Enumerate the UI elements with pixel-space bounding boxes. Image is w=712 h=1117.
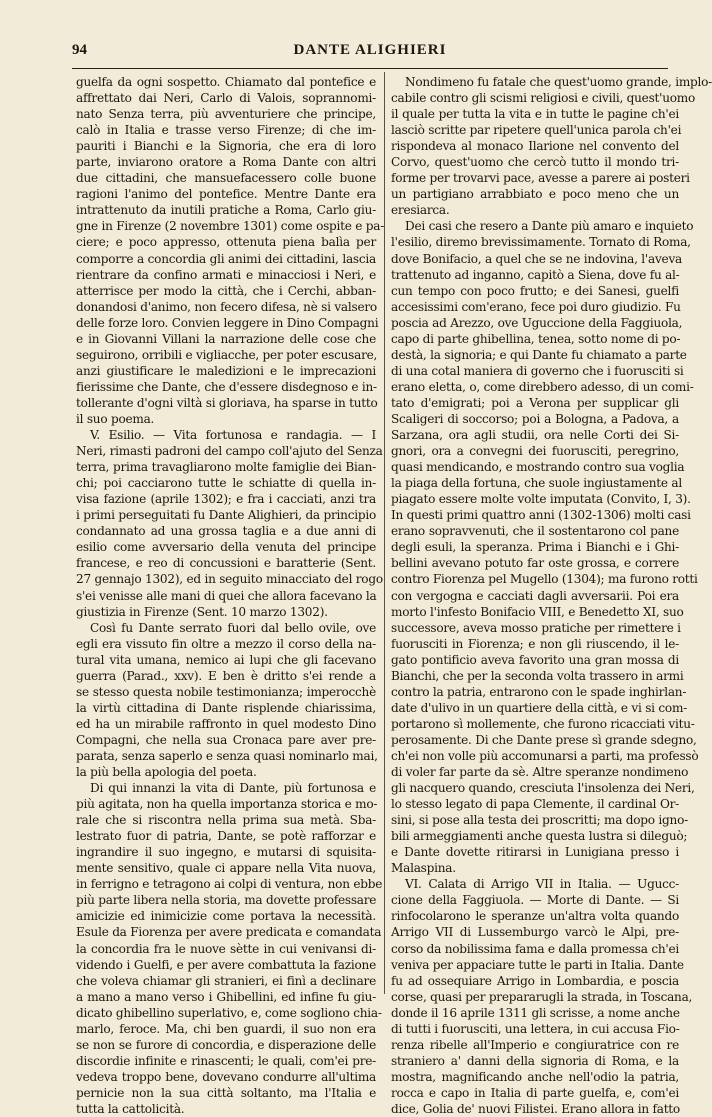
text-line: gato pontificio aveva favorito una gran mossa di <box>391 652 679 667</box>
text-line: Neri, rimasti padroni del campo coll'ajuto del Senza <box>76 444 383 459</box>
text-line: a mano a mano verso i Ghibellini, ed infine fu giu- <box>76 989 376 1004</box>
text-line: sini, si pose alla testa dei proscritti; ma dopo igno- <box>391 813 688 828</box>
text-line: terra, prima travagliarono molte famiglie dei Bian- <box>76 460 376 475</box>
header-rule <box>72 68 668 69</box>
text-line: corse, quasi per prepararugli la strada, in Toscana, <box>391 989 693 1004</box>
text-line: straniero a' danni della signoria di Roma, e la <box>391 1053 679 1068</box>
text-line: 27 gennajo 1302), ed in seguito minacciato del rogo <box>76 572 383 587</box>
text-line: delle forze loro. Convien leggere in Dino Compagni <box>76 315 379 330</box>
text-line: bellini avevano potuto far oste grossa, e correre <box>391 556 679 571</box>
text-line: piagato essere molte volte imputata (Convito, I, 3). <box>391 492 691 507</box>
text-line: due cittadini, che mansuefacessero colle buone <box>76 171 376 186</box>
text-line: contro la patria, entrarono con le spade inghirlan- <box>391 684 687 699</box>
text-line: mostra, magnificando anche nell'odio la patria, <box>391 1069 679 1084</box>
text-line: accesissimi com'erano, fece poi duro giudizio. Fu <box>391 299 681 314</box>
text-line: rientrare da confino armati e minacciosi i Neri, e <box>76 267 376 282</box>
text-line: rinfocolarono le speranze un'altra volta quando <box>391 909 679 924</box>
text-line: donandosi d'animo, non fecero difesa, nè si valsero <box>76 299 377 314</box>
text-line: cione della Faggiuola. — Morte di Dante. — Si <box>391 893 679 908</box>
text-line: di una cotal maniera di governo che i fuorusciti si <box>391 363 684 378</box>
text-line: Sarzana, ora agli studii, ora nelle Corti dei Si- <box>391 428 679 443</box>
text-line: tutta la cattolicità. <box>76 1102 185 1116</box>
text-line: Dei casi che resero a Dante più amaro e inquieto <box>405 219 694 234</box>
text-line: più parte libera nella storia, ma dovette professare <box>76 893 377 908</box>
text-line: fu ad ossequiare Arrigo in Lombardia, e poscia <box>391 973 679 988</box>
text-line: fuorusciti in Fiorenza; e non gli riuscendo, il le- <box>391 636 679 651</box>
text-line: i primi perseguitati fu Dante Alighieri, da principio <box>76 508 376 523</box>
text-line: successore, aveva mosso pratiche per rimettere i <box>391 620 681 635</box>
text-line: Scaligeri di soccorso; poi a Bologna, a Padova, a <box>391 411 679 426</box>
text-line: ed ha un mirabile raffronto in quel modesto Dino <box>76 716 376 731</box>
text-line: erano eletta, o, come direbbero adesso, di un comi- <box>391 379 694 394</box>
text-line: ragioni l'animo del pontefice. Mentre Dante era <box>76 187 376 202</box>
text-line: bili armeggiamenti anche questa lustra si dileguò; <box>391 829 688 844</box>
text-line: visa fazione (aprile 1302); e fra i cacciati, anzi tra <box>76 492 376 507</box>
text-line: renza ribelle all'Imperio e congiuratrice con re <box>391 1037 679 1052</box>
text-line: rispondeva al monaco Ilarione nel convento del <box>391 139 679 154</box>
left-column <box>76 74 385 1116</box>
text-line: Arrigo VII di Lussemburgo varcò le Alpi, pre- <box>391 925 679 940</box>
text-line: più agitata, non ha quella importanza storica e mo- <box>76 797 378 812</box>
text-line: la più bella apologia del poeta. <box>76 765 257 780</box>
text-line: atterrisce per modo la città, che i Cerchi, abban- <box>76 283 376 298</box>
text-line: che voleva chiamar gli stranieri, ei finì a declinare <box>76 973 376 988</box>
text-line: di voler far parte da sè. Altre speranze nondimeno <box>391 765 689 780</box>
text-line: Corvo, quest'uomo che cercò tutto il mondo tri- <box>391 155 679 170</box>
right-column <box>391 74 712 1116</box>
text-line: quasi mendicando, e mostrando contro sua voglia <box>391 460 685 475</box>
text-line: in ferrigno e tetragono ai colpi di ventura, non ebbe <box>76 877 383 892</box>
text-line: guerra (Parad., xxv). E ben è dritto s'ei rende a <box>76 668 376 683</box>
text-line: eresiarca. <box>391 203 450 218</box>
text-line: intrattenuto da inutili pratiche a Roma, Carlo giu- <box>76 203 376 218</box>
text-line: un partigiano arrabbiato e poco meno che un <box>391 187 679 202</box>
text-line: lasciò scritte par ripetere quell'unica parola ch'ei <box>391 123 682 138</box>
text-line: francese, e reo di concussioni e baratterie (Sent. <box>76 556 376 571</box>
text-line: parte, inviarono oratore a Roma Dante con altri <box>76 155 376 170</box>
text-line: egli era vissuto fin oltre a mezzo il corso della na- <box>76 636 376 651</box>
text-line: s'ei venisse alle mani di quei che allora facevano la <box>76 588 377 603</box>
running-title: DANTE ALIGHIERI <box>293 42 447 58</box>
text-line: contro Fiorenza pel Mugello (1304); ma furono rotti <box>391 572 698 587</box>
text-line: dove Bonifacio, a quel che se ne indovina, l'aveva <box>391 251 682 266</box>
text-line: di tutti i fuorusciti, una lettera, in cui accusa Fio- <box>391 1021 680 1036</box>
text-line: se non se furore di concordia, e disperazione delle <box>76 1037 376 1052</box>
text-line: capo di parte ghibellina, tenea, sotto nome di po- <box>391 331 681 346</box>
text-line: Nondimeno fu fatale che quest'uomo grande, implo- <box>405 75 712 89</box>
text-line: la concordia fra le nuove sètte in cui venivansi di- <box>76 941 376 956</box>
text-line: guelfa da ogni sospetto. Chiamato dal pontefice e <box>76 75 376 89</box>
text-line: la piaga della fortuna, che suole ingiustamente al <box>391 476 682 491</box>
text-line: vedeva troppo bene, dovevano condurre all'ultima <box>76 1069 376 1084</box>
text-line: tollerante d'ogni viltà si gloriava, ha sparse in tutto <box>76 395 378 410</box>
text-line: esilio come avversario della venuta del principe <box>76 540 376 555</box>
text-line: trattenuto ad inganno, capitò a Siena, dove fu al- <box>391 267 680 282</box>
text-line: se stesso questa nobile testimonianza; imperocchè <box>76 684 376 699</box>
text-line: affrettato dai Neri, Carlo di Valois, soprannomi- <box>76 91 376 106</box>
text-line: tato d'emigrati; poi a Verona per supplicar gli <box>391 395 679 410</box>
text-line: mente sensitivo, quale ci appare nella Vita nuova, <box>76 861 376 876</box>
text-line: destà, la signoria; e qui Dante fu chiamato a parte <box>391 347 687 362</box>
text-line: anzi giustificare le maledizioni e le imprecazioni <box>76 363 376 378</box>
text-line: comporre a concordia gli animi dei cittadini, lascia <box>76 251 376 266</box>
text-line: giustizia in Firenze (Sent. 10 marzo 1302). <box>76 604 328 619</box>
text-line: morto l'infesto Bonifacio VIII, e Benedetto XI, suo <box>391 604 684 619</box>
text-line: seguirono, orribili e vigliacche, per poter escusare, <box>76 347 378 362</box>
page-header <box>72 42 668 64</box>
text-line: rale che si riscontra nella prima sua metà. Sba- <box>76 813 376 828</box>
text-line: amicizie ed inimicizie come portava la necessità. <box>76 909 376 924</box>
text-line: In questi primi quattro anni (1302-1306) molti casi <box>391 508 691 523</box>
text-line: Malaspina. <box>391 861 456 876</box>
text-line: Così fu Dante serrato fuori dal bello ovile, ove <box>90 620 376 635</box>
text-line: lestrato fuor di patria, Dante, se potè rafforzar e <box>76 829 376 844</box>
text-line: erano sopravvenuti, che il sostentarono col pane <box>391 524 679 539</box>
text-line: gne in Firenze (2 novembre 1301) come ospite e pa- <box>76 219 385 234</box>
text-line: gli nacquero quando, cresciuta l'insolenza dei Neri, <box>391 781 695 796</box>
text-line: date d'ulivo in un quartiere della città, e vi si com- <box>391 700 687 715</box>
text-line: dice, Golia de' nuovi Filistei. Erano allora in fatto <box>391 1102 680 1116</box>
text-line: Compagni, che nella sua Cronaca pare aver pre- <box>76 732 376 747</box>
text-line: il suo poema. <box>76 411 155 426</box>
text-line: portarono sì mollemente, che furono ricacciati vitu- <box>391 716 695 731</box>
text-line: perosamente. Di che Dante prese sì grande sdegno, <box>391 732 697 747</box>
text-line: la virtù cittadina di Dante risplende chiarissima, <box>76 700 376 715</box>
text-line: ciere; e poco appresso, ottenuta piena balìa per <box>76 235 376 250</box>
text-line: videndo i Guelfi, e per avere combattuta la fazione <box>76 957 376 972</box>
text-line: il quale per tutta la vita e in tutte le pagine ch'ei <box>391 107 679 122</box>
text-line: cun tempo con poco frutto; e dei Sanesi, guelfi <box>391 283 679 298</box>
text-line: fierissime che Dante, che d'essere disdegnoso e in- <box>76 379 377 394</box>
text-line: degli esuli, la speranza. Prima i Bianchi e i Ghi- <box>391 540 679 555</box>
text-line: nato Senza terra, più avventuriere che principe, <box>76 107 376 122</box>
text-line: chi; poi cacciarono tutte le schiatte di quella in- <box>76 476 376 491</box>
text-line: e Dante dovette ritirarsi in Lunigiana presso i <box>391 845 679 860</box>
text-line: dicato ghibellino superlativo, e, come sogliono chia- <box>76 1005 382 1020</box>
text-line: pernicie non la sua città soltanto, ma l'Italia e <box>76 1085 376 1100</box>
text-line: gnori, ora a convegni dei fuorusciti, peregrino, <box>391 444 679 459</box>
text-line: forme per trovarvi pace, avesse a parere ai posteri <box>391 171 690 186</box>
text-line: lo stesso legato di papa Clemente, il cardinal Or- <box>391 797 679 812</box>
text-line: marlo, feroce. Ma, chi ben guardi, il suo non era <box>76 1021 376 1036</box>
text-line: parata, senza saperlo e senza quasi nominarlo mai, <box>76 748 378 763</box>
text-line: V. Esilio. — Vita fortunosa e randagia. — I <box>90 428 376 443</box>
text-line: poscia ad Arezzo, ove Uguccione della Faggiuola, <box>391 315 683 330</box>
text-line: cabile contro gli scismi religiosi e civili, quest'uomo <box>391 91 696 106</box>
text-line: ingrandire il suo ingegno, e mutarsi di squisita- <box>76 845 376 860</box>
text-line: discordie infinite e rinascenti; le quali, com'ei pre- <box>76 1053 376 1068</box>
text-line: tural vita umana, nemico ai lupi che gli facevano <box>76 652 376 667</box>
page-number: 94 <box>72 42 87 58</box>
text-line: corso da nobilissima fama e dalla promessa ch'ei <box>391 941 679 956</box>
text-line: veniva per appaciare tutte le parti in Italia. Dante <box>391 957 684 972</box>
text-line: calò in Italia e trasse verso Firenze; di che im- <box>76 123 376 138</box>
text-line: donde il 16 aprile 1311 gli scrisse, a nome anche <box>391 1005 680 1020</box>
text-line: ch'ei non volle più accomunarsi a parti, ma professò <box>391 748 699 763</box>
text-line: pauriti i Bianchi e la Signoria, che era di loro <box>76 139 376 154</box>
column-divider <box>384 72 385 994</box>
text-line: e in Giovanni Villani la narrazione delle cose che <box>76 331 376 346</box>
text-line: rocca e capo in Italia di parte guelfa, e, com'ei <box>391 1085 679 1100</box>
text-line: VI. Calata di Arrigo VII in Italia. — Ugucc- <box>405 877 679 892</box>
text-line: con vergogna e cacciati dagli avversarii. Poi era <box>391 588 679 603</box>
text-line: condannato ad una grossa taglia e a due anni di <box>76 524 376 539</box>
text-line: Bianchi, che per la seconda volta trassero in armi <box>391 668 684 683</box>
text-line: Esule da Fiorenza per avere predicata e comandata <box>76 925 382 940</box>
text-line: l'esilio, diremo brevissimamente. Tornato di Roma, <box>391 235 691 250</box>
text-line: Di qui innanzi la vita di Dante, più fortunosa e <box>90 781 376 796</box>
